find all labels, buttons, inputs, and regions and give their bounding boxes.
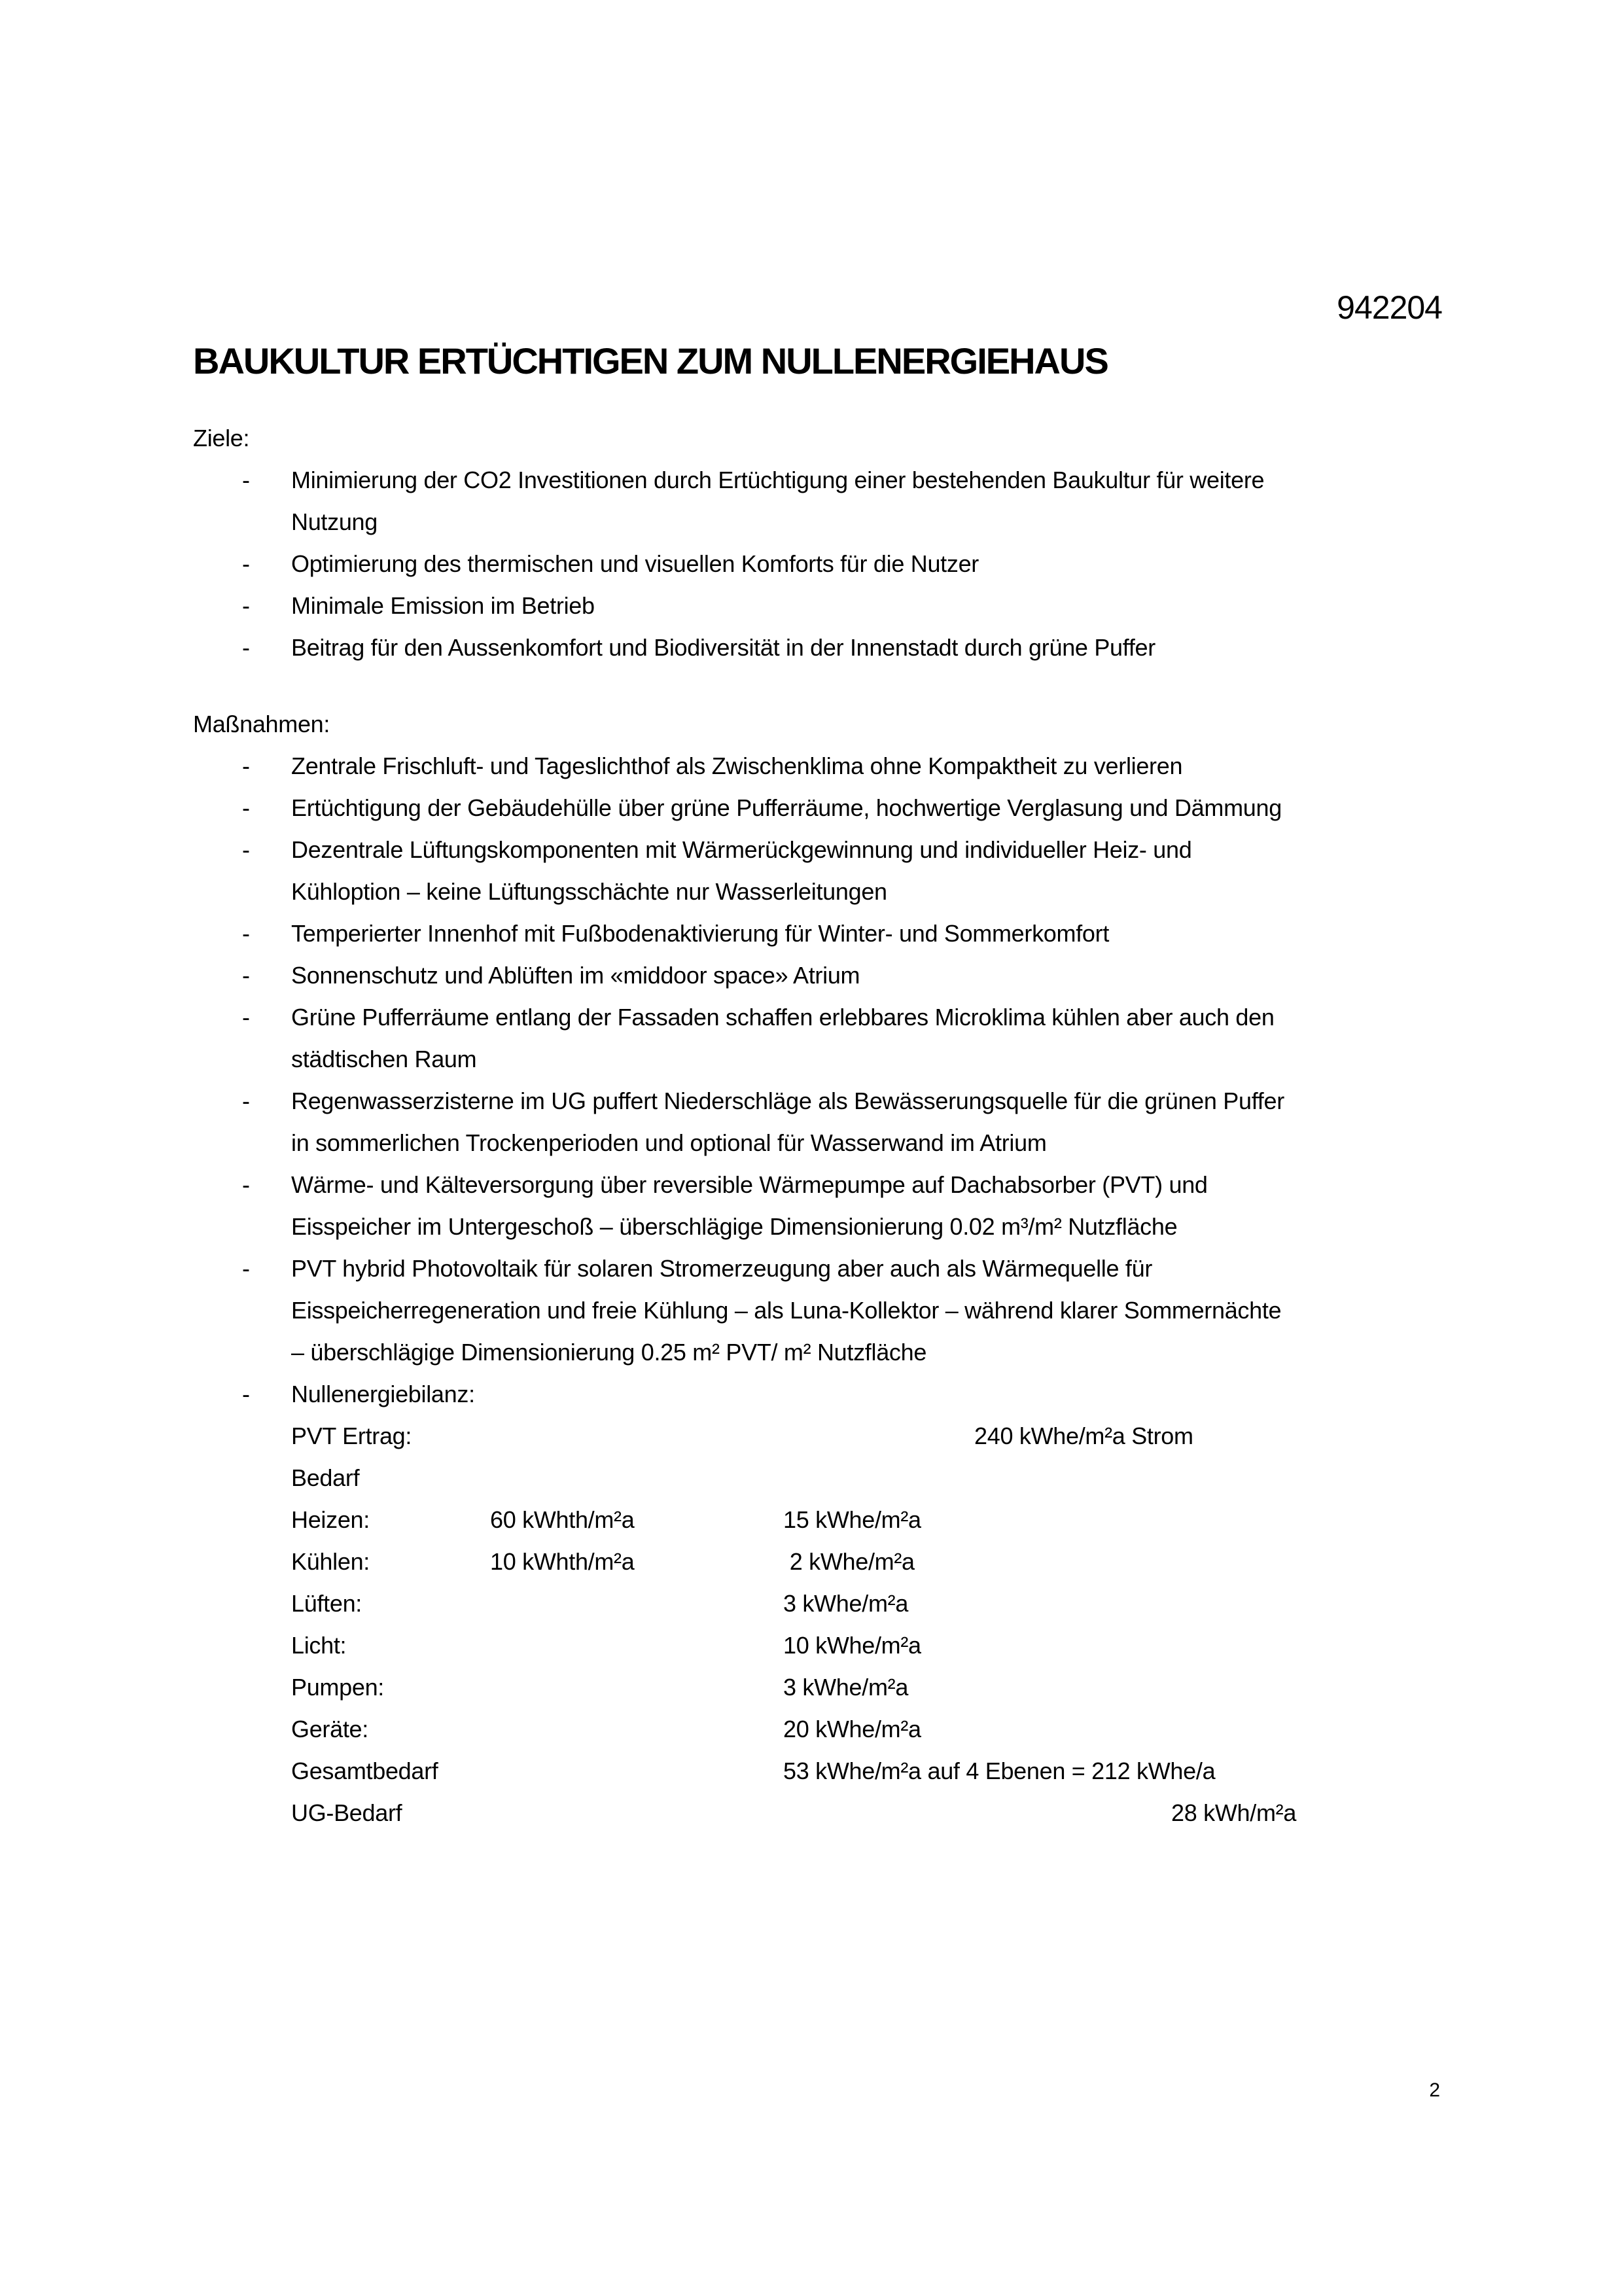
- balance-row: [193, 1499, 1442, 1541]
- list-item: [193, 627, 1286, 669]
- list-item: [193, 1080, 1286, 1164]
- page-number: 2: [1429, 2079, 1440, 2101]
- balance-table: [193, 1415, 1442, 1834]
- ziele-list: [193, 459, 1286, 669]
- list-item-text: Regenwasserzisterne im UG puffert Niederschläge als Bewässerungsquelle für die grünen Puffer in sommerlichen Trockenperioden und optional für Wasserwand im Atrium: [291, 1087, 1284, 1156]
- list-item: [193, 997, 1286, 1080]
- balance-label: Pumpen:: [291, 1674, 384, 1701]
- list-item: [193, 543, 1286, 585]
- list-item-text: Grüne Pufferräume entlang der Fassaden schaffen erlebbares Microklima kühlen aber auch den städtischen Raum: [291, 1004, 1275, 1072]
- balance-label: UG-Bedarf: [291, 1799, 402, 1826]
- dash-bullet: -: [242, 1255, 250, 1282]
- balance-row: [193, 1583, 1442, 1625]
- dash-bullet: -: [242, 752, 250, 779]
- balance-row: [193, 1792, 1442, 1834]
- dash-bullet: -: [242, 592, 250, 619]
- balance-row: [193, 1457, 1442, 1499]
- list-item: [193, 459, 1286, 543]
- list-item: [193, 1373, 1286, 1415]
- balance-value-electric: 53 kWhe/m²a auf 4 Ebenen = 212 kWhe/a: [783, 1757, 1216, 1784]
- list-item-text: PVT hybrid Photovoltaik für solaren Stromerzeugung aber auch als Wärmequelle für Eisspeicherregeneration und freie Kühlung – als Luna-Kollektor – während klarer Sommernächte – überschlägige Dimensionierung 0.25 m² PVT/ m² Nutzfläche: [291, 1255, 1282, 1366]
- section-ziele: [193, 417, 1442, 669]
- list-item: [193, 787, 1286, 829]
- dash-bullet: -: [242, 550, 250, 577]
- balance-row: [193, 1541, 1442, 1583]
- list-item: [193, 913, 1286, 955]
- balance-label: Geräte:: [291, 1716, 368, 1742]
- list-item-text: Optimierung des thermischen und visuellen Komforts für die Nutzer: [291, 550, 979, 577]
- balance-row: [193, 1625, 1442, 1667]
- list-item: [193, 1248, 1286, 1373]
- balance-label: Heizen:: [291, 1506, 370, 1533]
- doc-number: 942204: [1337, 289, 1442, 326]
- balance-label: Licht:: [291, 1632, 347, 1659]
- section-heading-ziele: Ziele:: [193, 425, 250, 451]
- balance-label: Kühlen:: [291, 1548, 370, 1575]
- balance-value-ug: 28 kWh/m²a: [1171, 1799, 1297, 1826]
- balance-value-electric: 2 kWhe/m²a: [783, 1548, 915, 1575]
- balance-value-electric: 20 kWhe/m²a: [783, 1716, 921, 1742]
- balance-label: PVT Ertrag:: [291, 1422, 412, 1449]
- list-item-text: Minimale Emission im Betrieb: [291, 592, 595, 619]
- list-item: [193, 745, 1286, 787]
- list-item: [193, 829, 1286, 913]
- balance-value-electric: 15 kWhe/m²a: [783, 1506, 921, 1533]
- list-item-text: Beitrag für den Aussenkomfort und Biodiversität in der Innenstadt durch grüne Puffer: [291, 634, 1155, 661]
- balance-value-electric: 10 kWhe/m²a: [783, 1632, 921, 1659]
- balance-row: [193, 1415, 1442, 1457]
- list-item-text: Zentrale Frischluft- und Tageslichthof als Zwischenklima ohne Kompaktheit zu verlieren: [291, 752, 1183, 779]
- page-content: [193, 290, 1442, 1834]
- list-item: [193, 955, 1286, 997]
- dash-bullet: -: [242, 1171, 250, 1198]
- massnahmen-list: [193, 745, 1286, 1415]
- list-item-text: Nullenergiebilanz:: [291, 1381, 475, 1407]
- dash-bullet: -: [242, 920, 250, 947]
- dash-bullet: -: [242, 836, 250, 863]
- list-item: [193, 1164, 1286, 1248]
- balance-value-thermal: 10 kWhth/m²a: [490, 1548, 635, 1575]
- dash-bullet: -: [242, 634, 250, 661]
- list-item-text: Minimierung der CO2 Investitionen durch Ertüchtigung einer bestehenden Baukultur für weitere Nutzung: [291, 467, 1265, 535]
- section-heading-massnahmen: Maßnahmen:: [193, 711, 330, 737]
- dash-bullet: -: [242, 1381, 250, 1407]
- balance-label: Lüften:: [291, 1590, 362, 1617]
- dash-bullet: -: [242, 794, 250, 821]
- balance-row: [193, 1750, 1442, 1792]
- list-item-text: Temperierter Innenhof mit Fußbodenaktivierung für Winter- und Sommerkomfort: [291, 920, 1110, 947]
- balance-label: Bedarf: [291, 1464, 360, 1491]
- section-massnahmen: [193, 703, 1442, 1415]
- page-title: BAUKULTUR ERTÜCHTIGEN ZUM NULLENERGIEHAUS: [193, 340, 1108, 381]
- dash-bullet: -: [242, 962, 250, 989]
- list-item-text: Dezentrale Lüftungskomponenten mit Wärmerückgewinnung und individueller Heiz- und Kühloption – keine Lüftungsschächte nur Wasserleitungen: [291, 836, 1192, 905]
- balance-label: Gesamtbedarf: [291, 1757, 438, 1784]
- dash-bullet: -: [242, 467, 250, 493]
- dash-bullet: -: [242, 1004, 250, 1031]
- balance-value-ertrag: 240 kWhe/m²a Strom: [974, 1422, 1193, 1449]
- balance-value-electric: 3 kWhe/m²a: [783, 1590, 909, 1617]
- balance-row: [193, 1667, 1442, 1708]
- list-item: [193, 585, 1286, 627]
- list-item-text: Sonnenschutz und Ablüften im «middoor space» Atrium: [291, 962, 860, 989]
- dash-bullet: -: [242, 1087, 250, 1114]
- balance-row: [193, 1708, 1442, 1750]
- list-item-text: Wärme- und Kälteversorgung über reversible Wärmepumpe auf Dachabsorber (PVT) und Eisspeicher im Untergeschoß – überschlägige Dimensionierung 0.02 m³/m² Nutzfläche: [291, 1171, 1208, 1240]
- balance-value-thermal: 60 kWhth/m²a: [490, 1506, 635, 1533]
- list-item-text: Ertüchtigung der Gebäudehülle über grüne Pufferräume, hochwertige Verglasung und Dämmung: [291, 794, 1282, 821]
- balance-value-electric: 3 kWhe/m²a: [783, 1674, 909, 1701]
